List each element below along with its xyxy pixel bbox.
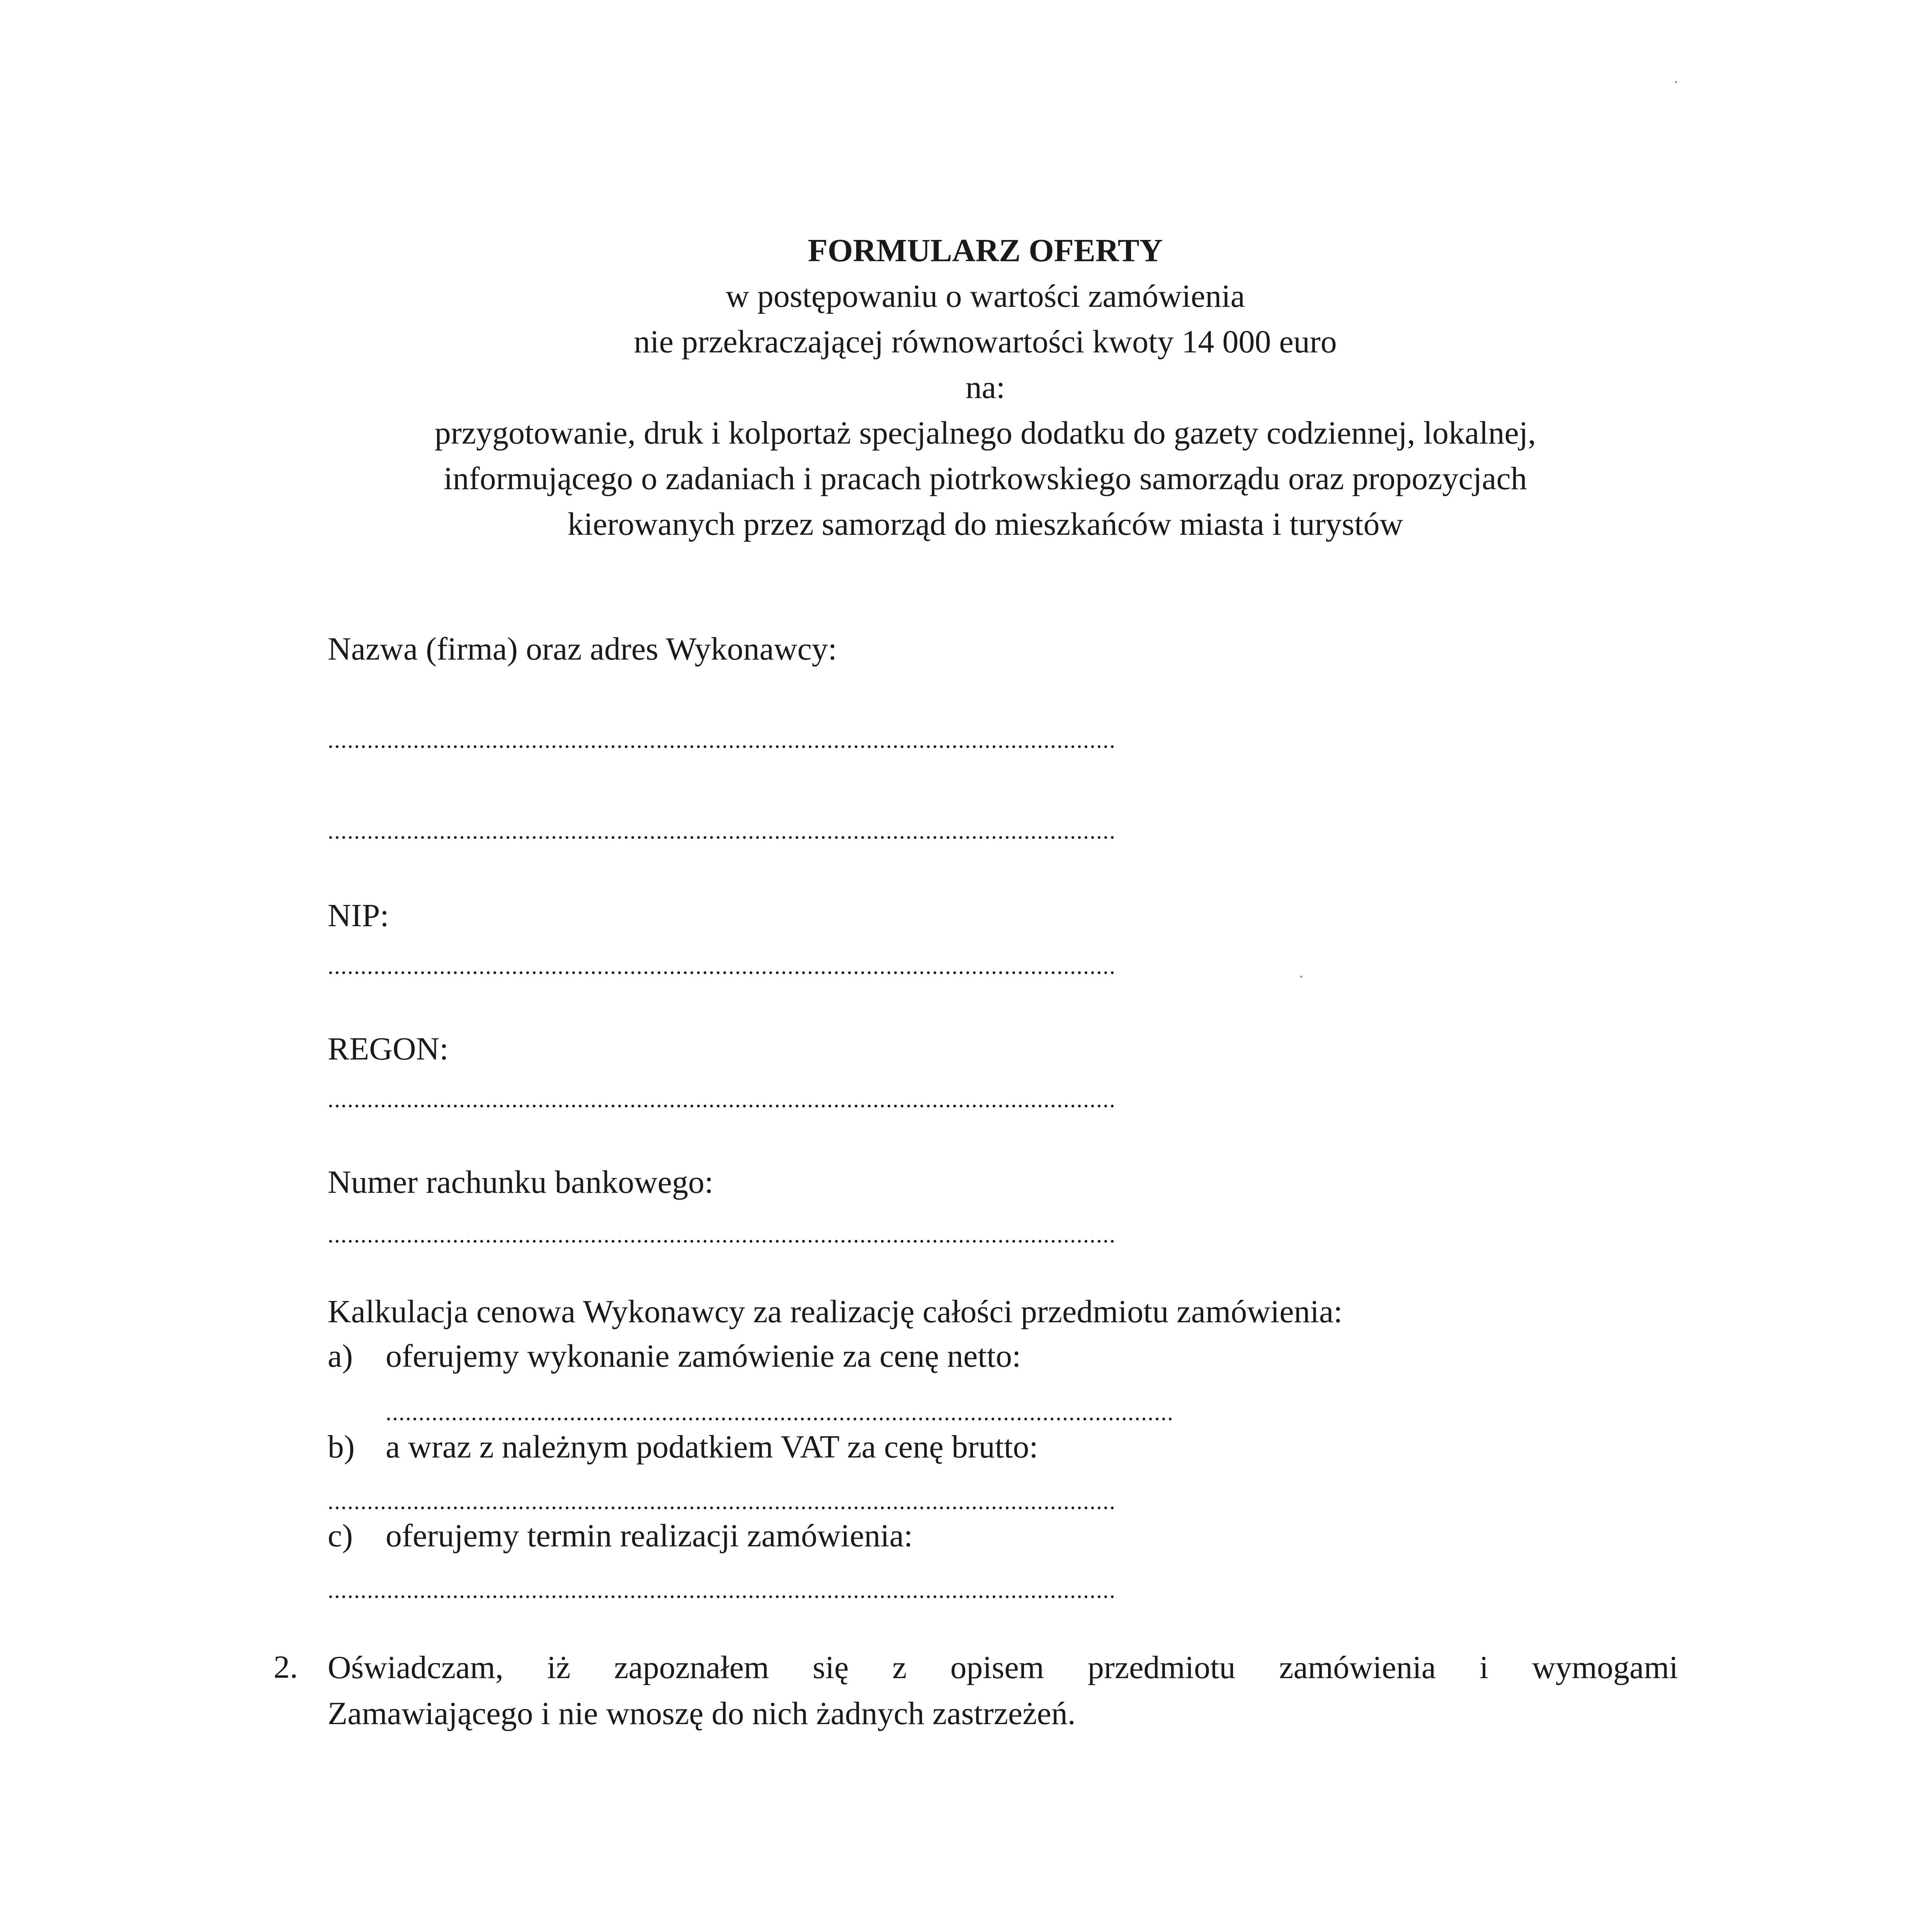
declaration-line-2: Zamawiającego i nie wnoszę do nich żadnych zastrzeżeń. xyxy=(328,1696,1076,1731)
declaration-line-1: Oświadczam, iż zapoznałem się z opisem przedmiotu zamówienia i wymogami xyxy=(328,1650,1678,1685)
subject-line-3: kierowanych przez samorząd do mieszkańców miasta i turystów xyxy=(567,506,1403,542)
scan-speck xyxy=(1300,976,1302,978)
pricing-item-marker: a) xyxy=(328,1338,353,1374)
pricing-item-text: oferujemy wykonanie zamówienie za cenę netto: xyxy=(386,1338,1021,1374)
regon-label: REGON: xyxy=(328,1031,449,1067)
pricing-item-text: oferujemy termin realizacji zamówienia: xyxy=(386,1518,913,1554)
gross-price-field[interactable]: ........................................................................................................................ xyxy=(328,1488,1116,1514)
form-title: FORMULARZ OFERTY xyxy=(808,233,1163,269)
nip-field[interactable]: ........................................................................................................................ xyxy=(328,953,1116,979)
subject-line-1: przygotowanie, druk i kolportaż specjalnego dodatku do gazety codziennej, lokalnej, xyxy=(434,415,1536,451)
pricing-intro: Kalkulacja cenowa Wykonawcy za realizację całości przedmiotu zamówienia: xyxy=(328,1294,1343,1330)
order-subject xyxy=(290,410,1681,547)
scan-speck xyxy=(1675,81,1677,83)
contractor-name-field-1[interactable]: ........................................................................................................................ xyxy=(328,727,1116,753)
regon-field[interactable]: ........................................................................................................................ xyxy=(328,1087,1116,1112)
nip-label: NIP: xyxy=(328,898,389,934)
na-line: na: xyxy=(965,369,1005,405)
bank-account-field[interactable]: ........................................................................................................................ xyxy=(328,1222,1116,1247)
completion-term-field[interactable]: ........................................................................................................................ xyxy=(328,1577,1116,1603)
pricing-item-marker: c) xyxy=(328,1518,353,1554)
bank-account-label: Numer rachunku bankowego: xyxy=(328,1164,714,1200)
net-price-field[interactable]: ........................................................................................................................ xyxy=(386,1400,1174,1425)
pricing-item-text: a wraz z należnym podatkiem VAT za cenę brutto: xyxy=(386,1429,1038,1465)
subject-line-2: informującego o zadaniach i pracach piotrkowskiego samorządu oraz propozycjach xyxy=(444,461,1527,497)
contractor-name-field-2[interactable]: ........................................................................................................................ xyxy=(328,818,1116,844)
declaration-number: 2. xyxy=(274,1649,298,1685)
pricing-item-b xyxy=(328,1428,1038,1466)
contractor-name-label: Nazwa (firma) oraz adres Wykonawcy: xyxy=(328,631,837,667)
pricing-item-c xyxy=(328,1517,913,1555)
procedure-line: w postępowaniu o wartości zamówienia xyxy=(726,278,1245,314)
pricing-item-a xyxy=(328,1337,1021,1376)
pricing-item-marker: b) xyxy=(328,1429,355,1465)
form-header xyxy=(0,228,1932,547)
value-threshold-line: nie przekraczającej równowartości kwoty 14 000 euro xyxy=(634,324,1337,360)
